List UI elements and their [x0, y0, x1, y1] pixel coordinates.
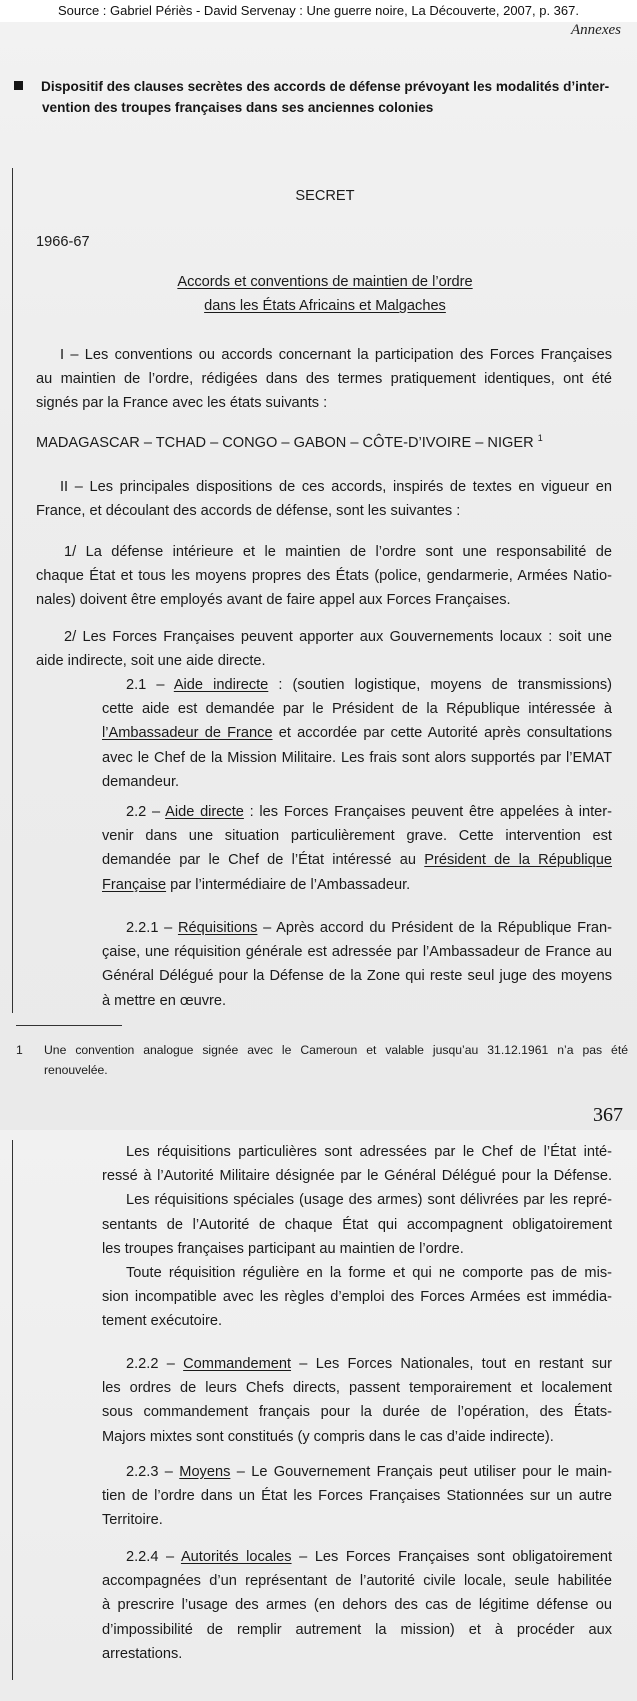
section-2-2-3	[102, 1460, 612, 1533]
section-title: Commandement	[183, 1356, 292, 1372]
text-line: chaque État et tous les moyens propres des États (police, gendarmerie, Armées Natio-	[36, 568, 612, 585]
heading-line-2: vention des troupes françaises dans ses anciennes colonies	[42, 100, 434, 115]
text-line	[102, 673, 612, 697]
text-line: renouvelée.	[44, 1063, 108, 1077]
footnote-text	[44, 1040, 628, 1080]
running-head: Annexes	[571, 22, 621, 38]
text-line: signés par la France avec les états suivants :	[36, 395, 328, 412]
countries-text: MADAGASCAR – TCHAD – CONGO – GABON – CÔTE-D’IVOIRE – NIGER	[36, 435, 534, 451]
paragraph-2	[36, 625, 612, 673]
section-title: Moyens	[179, 1464, 231, 1480]
section-text: – Les Forces Françaises sont obligatoirement	[291, 1549, 612, 1565]
text-span: et accordée par cette Autorité après consultations	[272, 725, 612, 742]
section-2-1	[102, 673, 612, 794]
countries-list	[36, 431, 543, 455]
text-line: sentants de l’Autorité de chaque État qui accompagnent obligatoirement	[102, 1216, 612, 1233]
text-line: Une convention analogue signée avec le Cameroun et valable jusqu’au 31.12.1961 n’a pas été	[44, 1043, 628, 1057]
margin-rule-upper	[12, 168, 13, 1013]
text-line: cette aide est demandée par le Président de la République intéressée à	[102, 701, 612, 718]
text-line: 1/ La défense intérieure et le maintien de l’ordre sont une responsabilité de	[64, 544, 612, 560]
section-heading	[14, 76, 626, 118]
underlined-text: Président de la République	[424, 852, 613, 869]
underlined-text: Française	[102, 876, 167, 893]
section-2-2	[102, 800, 612, 897]
text-line: les troupes françaises participant au maintien de l’ordre.	[102, 1240, 464, 1257]
section-text: : (soutien logistique, moyens de transmissions)	[268, 677, 612, 693]
footnote	[16, 1040, 628, 1080]
text-line: çaise, une réquisition générale est adressée par l’Ambassadeur de France au	[102, 944, 612, 961]
section-number: 2.2.1 –	[126, 920, 178, 936]
text-line: venir dans une situation particulièrement grave. Cette intervention est	[102, 828, 612, 845]
section-2-2-2	[102, 1352, 612, 1449]
text-line: tien de l’ordre dans un État les Forces Françaises Stationnées sur un autre	[102, 1488, 612, 1505]
section-number: 2.2.2 –	[126, 1356, 184, 1372]
text-line: au maintien de l’ordre, rédigées dans des termes pratiquement identiques, ont été	[36, 371, 612, 388]
text-line: arrestations.	[102, 1645, 183, 1662]
text-line: Toute réquisition régulière en la forme et qui ne comporte pas de mis-	[126, 1265, 612, 1282]
text-line	[102, 1545, 612, 1569]
text-line: à prescrire l’usage des armes (en dehors des cas de légitime défense ou	[102, 1597, 612, 1614]
text-line: Majors mixtes sont constitués (y compris dans le cas d’aide indirecte).	[102, 1428, 554, 1445]
text-line: les ordres de leurs Chefs directs, passent temporairement et localement	[102, 1380, 612, 1397]
text-line: I – Les conventions ou accords concernant la participation des Forces Françaises	[60, 347, 612, 363]
section-text: – Après accord du Président de la République Fran-	[257, 920, 612, 936]
text-line: Général Délégué pour la Défense de la Zone qui reste seul juge des moyens	[102, 968, 612, 985]
section-number: 2.1 –	[126, 677, 174, 693]
text-line: Territoire.	[102, 1512, 163, 1529]
text-span: par l’intermédiaire de l’Ambassadeur.	[166, 876, 411, 893]
text-line	[102, 721, 612, 745]
text-span: demandée par le Chef de l’État intéressé au	[102, 852, 425, 869]
section-text: : les Forces Françaises peuvent être appelées à inter-	[243, 804, 612, 820]
heading-line-1: Dispositif des clauses secrètes des accords de défense prévoyant les modalités d’inter-	[41, 79, 610, 94]
section-title: Autorités locales	[180, 1549, 292, 1565]
text-line: avec le Chef de la Mission Militaire. Les frais sont alors supportés par l’EMAT	[102, 749, 612, 766]
section-2-2-1	[102, 916, 612, 1013]
footnote-number: 1	[16, 1043, 23, 1057]
text-line	[102, 800, 612, 824]
text-line: nales) doivent être employés avant de faire appel aux Forces Françaises.	[36, 592, 511, 609]
text-line: France, et découlant des accords de défense, sont les suivantes :	[36, 503, 461, 520]
underlined-text: l’Ambassadeur de France	[102, 725, 273, 742]
title-line-1: Accords et conventions de maintien de l’ordre	[177, 274, 473, 290]
text-line	[102, 916, 612, 940]
document-title	[40, 270, 610, 318]
section-number: 2.2 –	[126, 804, 166, 820]
text-line: accompagnées d’un représentant de l’autorité civile locale, seule habilitée	[102, 1573, 612, 1590]
margin-rule-lower	[12, 1140, 13, 1680]
text-line: II – Les principales dispositions de ces accords, inspirés de textes en vigueur en	[60, 479, 612, 495]
classification-label: SECRET	[295, 188, 355, 204]
paragraph-requisitions	[102, 1140, 612, 1334]
page-number: 367	[593, 1104, 623, 1126]
paragraph-II	[36, 475, 612, 523]
footnote-rule	[16, 1025, 122, 1026]
document-date: 1966-67	[36, 234, 90, 250]
text-line: à mettre en œuvre.	[102, 992, 227, 1009]
source-caption: Source : Gabriel Périès - David Servenay : Une guerre noire, La Découverte, 2007, p. 367.	[0, 0, 637, 22]
text-line	[102, 848, 612, 872]
text-line: tement exécutoire.	[102, 1313, 223, 1330]
text-line	[102, 1352, 612, 1376]
text-line: 2/ Les Forces Françaises peuvent apporter aux Gouvernements locaux : soit une	[64, 629, 612, 645]
text-line: demandeur.	[102, 773, 180, 790]
text-line: aide indirecte, soit une aide directe.	[36, 653, 266, 670]
text-line: Les réquisitions spéciales (usage des armes) sont délivrées par les repré-	[126, 1192, 612, 1209]
footnote-ref: 1	[537, 433, 543, 443]
section-title: Aide directe	[165, 804, 244, 820]
section-text: – Le Gouvernement Français peut utiliser pour le main-	[230, 1464, 613, 1480]
section-title: Aide indirecte	[173, 677, 269, 693]
text-line: sous commandement français pour la durée de l’opération, des États-	[102, 1404, 612, 1421]
text-line: d’impossibilité de remplir autrement la mission) et à procéder aux	[102, 1621, 612, 1638]
text-line	[102, 873, 612, 897]
section-title: Réquisitions	[177, 920, 258, 936]
text-line	[102, 1460, 612, 1484]
title-line-2: dans les États Africains et Malgaches	[204, 298, 446, 315]
paragraph-1	[36, 540, 612, 613]
square-bullet-icon	[14, 81, 23, 90]
text-line: ressé à l’Autorité Militaire désignée par le Général Délégué pour la Défense.	[102, 1168, 612, 1185]
section-text: – Les Forces Nationales, tout en restant sur	[291, 1356, 612, 1372]
section-2-2-4	[102, 1545, 612, 1666]
section-number: 2.2.3 –	[126, 1464, 180, 1480]
paragraph-I	[36, 343, 612, 416]
section-number: 2.2.4 –	[126, 1549, 181, 1565]
text-line: sion incompatible avec les règles d’emploi des Forces Armées est immédia-	[102, 1289, 612, 1306]
text-line: Les réquisitions particulières sont adressées par le Chef de l’État inté-	[126, 1144, 612, 1160]
